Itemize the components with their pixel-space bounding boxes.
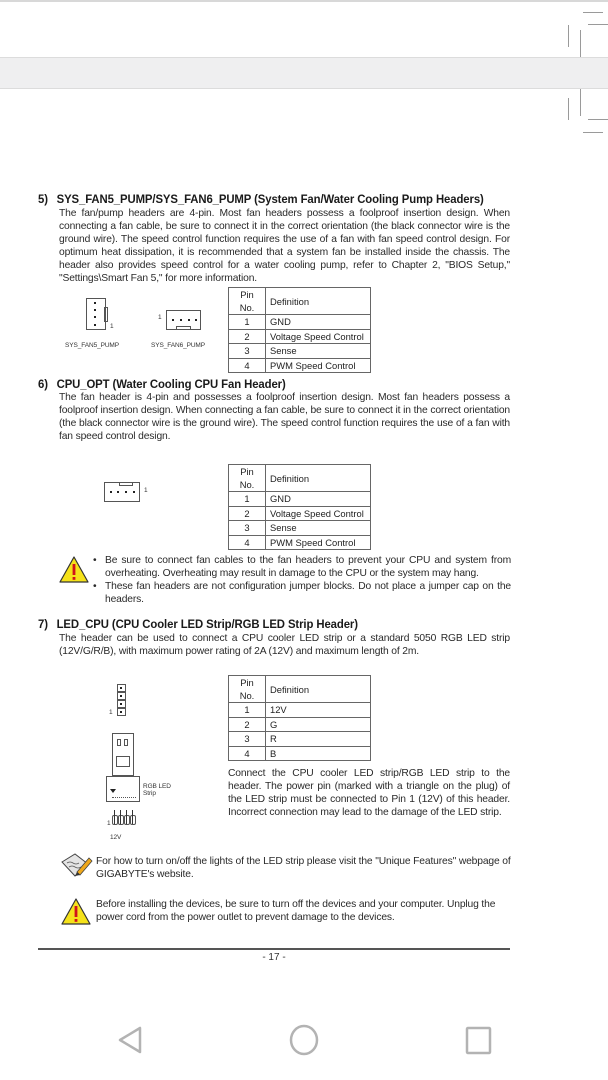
section-6-title: 6) CPU_OPT (Water Cooling CPU Fan Header): [38, 377, 286, 391]
fan-warning-item: • Be sure to connect fan cables to the fan headers to prevent your CPU and system from overheating. Overheating may result in damage to the CPU or the system may hang.: [93, 554, 511, 580]
back-triangle-icon: [112, 1022, 148, 1058]
recents-square-icon: [461, 1022, 497, 1058]
system-navigation-bar: [0, 1000, 608, 1080]
page-separator: [0, 57, 608, 89]
led-info-note: For how to turn on/off the lights of the LED strip please visit the "Unique Features" webpage of GIGABYTE's website.: [96, 856, 511, 880]
sys-fan5-label: SYS_FAN5_PUMP: [65, 342, 119, 349]
back-button[interactable]: [112, 1022, 148, 1058]
strip-connector-pins: [112, 810, 137, 829]
sys-fan6-label: SYS_FAN6_PUMP: [151, 342, 205, 349]
led-connect-note: Connect the CPU cooler LED strip/RGB LED strip to the header. The power pin (marked with a triangle on the plug) of the LED strip must be connected to Pin 1 (12V) of this header. Incorrect connection may lead to the damage of the LED strip.: [228, 768, 510, 819]
home-button[interactable]: [286, 1022, 322, 1058]
section-5-body: The fan/pump headers are 4-pin. Most fan headers possess a foolproof insertion design. When connecting a fan cable, be sure to connect it in the correct orientation (the black connector wire is the ground wire). The speed control function requires the use of a fan with fan speed control design. For optimum heat dissipation, it is recommended that a system fan be installed inside the chassis. The header also provides speed control for a water cooling pump, refer to Chapter 2, "BIOS Setup," "Settings\Smart Fan 5," for more information.: [59, 208, 510, 285]
page-number: - 17 -: [262, 952, 286, 963]
section-6-body: The fan header is 4-pin and possesses a foolproof insertion design. Most fan headers possess a foolproof insertion design. When connecting a fan cable, be sure to connect it in the correct orientation (the black connector wire is the ground wire). The speed control function requires the use of a fan with fan speed control design.: [59, 392, 510, 443]
section-7-pin-table: Pin No. Definition 1 12V 2 G 3 R 4 B: [228, 675, 371, 761]
footer-rule: [38, 948, 510, 950]
power-warning-note: Before installing the devices, be sure to turn off the devices and your computer. Unplug the power cord from the power outlet to prevent damage to the devices.: [96, 899, 496, 923]
section-7-body: The header can be used to connect a CPU cooler LED strip or a standard 5050 RGB LED strip (12V/G/R/B), with maximum power rating of 2A (12V) and maximum length of 2m.: [59, 633, 510, 658]
section-5-pin-table: Pin No. Definition 1 GND 2 Voltage Speed Control 3 Sense 4 PWM Speed Control: [228, 287, 371, 373]
section-5-title: 5) SYS_FAN5_PUMP/SYS_FAN6_PUMP (System Fan/Water Cooling Pump Headers): [38, 192, 484, 206]
warning-icon: [59, 556, 89, 583]
section-6-pin-table: Pin No. Definition 1 GND 2 Voltage Speed Control 3 Sense 4 PWM Speed Control: [228, 464, 371, 550]
fan-warning-list: [93, 554, 511, 606]
previous-page-bottom-edge: [0, 0, 608, 2]
home-circle-icon: [286, 1022, 322, 1058]
recents-button[interactable]: [461, 1022, 497, 1058]
note-pencil-icon: [59, 852, 93, 878]
power-pin-triangle-icon: [110, 789, 116, 793]
section-7-title: 7) LED_CPU (CPU Cooler LED Strip/RGB LED Strip Header): [38, 617, 358, 631]
warning-icon: [61, 898, 91, 925]
fan-warning-item: • These fan headers are not configuration jumper blocks. Do not place a jumper cap on the headers.: [93, 580, 511, 606]
